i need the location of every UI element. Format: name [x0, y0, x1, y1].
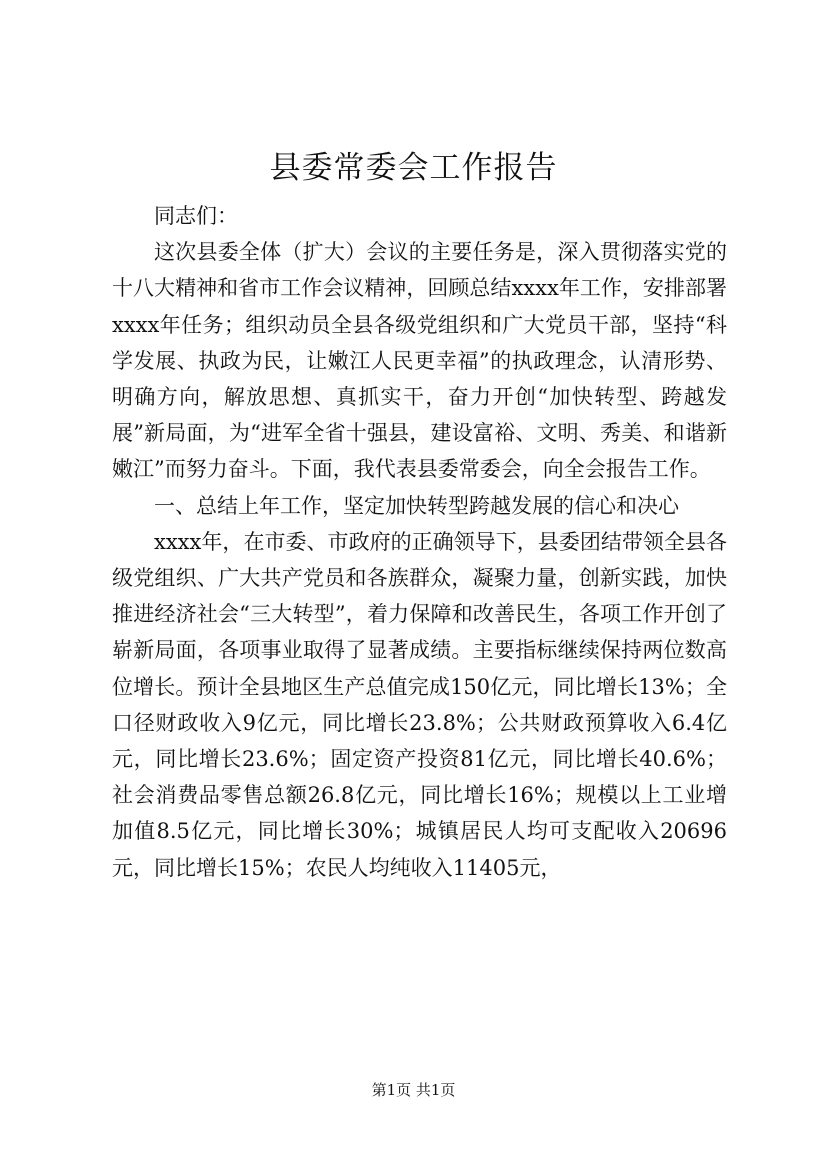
page-footer: 第1页 共1页	[371, 1081, 456, 1099]
document-body	[112, 198, 727, 886]
document-title: 县委常委会工作报告	[269, 150, 558, 186]
paragraph-summary: xxxx年，在市委、市政府的正确领导下，县委团结带领全县各级党组织、广大共产党员和各族群众，凝聚力量，创新实践，加快推进经济社会“三大转型”，着力保障和改善民生，各项工作开创了崭新局面，各项事业取得了显著成绩。主要指标继续保持两位数高位增长。预计全县地区生产总值完成150亿元，同比增长13%；全口径财政收入9亿元，同比增长23.8%；公共财政预算收入6.4亿元，同比增长23.6%；固定资产投资81亿元，同比增长40.6%；社会消费品零售总额26.8亿元，同比增长16%；规模以上工业增加值8.5亿元，同比增长30%；城镇居民人均可支配收入20696元，同比增长15%；农民人均纯收入11405元，	[112, 529, 727, 880]
paragraph-intro: 这次县委全体（扩大）会议的主要任务是，深入贯彻落实党的十八大精神和省市工作会议精神，回顾总结xxxx年工作，安排部署xxxx年任务；组织动员全县各级党组织和广大党员干部，坚持“科学发展、执政为民，让嫩江人民更幸福”的执政理念，认清形势、明确方向，解放思想、真抓实干，奋力开创“加快转型、跨越发展”新局面，为“进军全省十强县，建设富裕、文明、秀美、和谐新嫩江”而努力奋斗。下面，我代表县委常委会，向全会报告工作。	[112, 240, 727, 482]
section-heading-1: 一、总结上年工作，坚定加快转型跨越发展的信心和决心	[154, 493, 679, 518]
salutation: 同志们：	[154, 204, 238, 228]
